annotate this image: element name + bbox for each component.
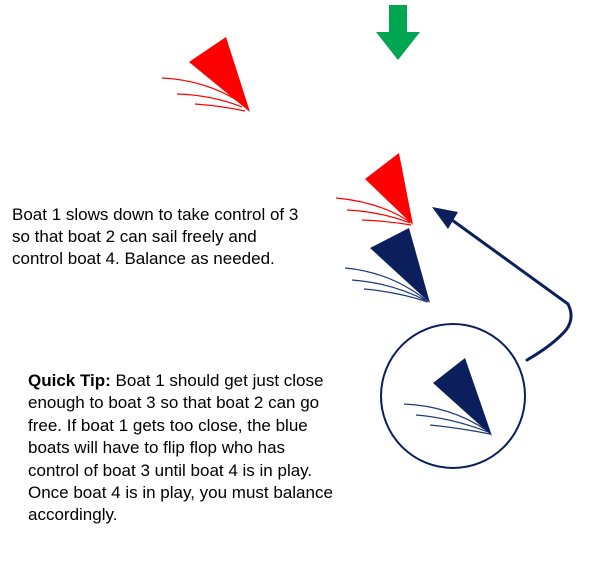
red-boat-middle-sail [365,153,413,225]
blue-boat-middle [345,228,430,303]
quick-tip [28,370,338,527]
quick-tip-label: Quick Tip: [28,371,111,390]
quick-tip-text: Boat 1 should get just close enough to boat 3 so that boat 2 can go free. If boat 1 gets too close, the blue boats will have to flip flop who has control of boat 3 until boat 4 is in play. Once boat 4 is in play, you must balance accordingly. [28,371,333,525]
caption-text: Boat 1 slows down to take control of 3 so that boat 2 can sail freely and control boat 4. Balance as needed. [12,205,299,268]
blue-boat-middle-sail [370,228,430,303]
red-boat-top [162,37,250,112]
wind-arrow-down-icon [376,5,420,60]
path-arrow-head [432,207,458,229]
red-boat-top-sail [189,37,250,112]
red-boat-middle [336,153,413,225]
